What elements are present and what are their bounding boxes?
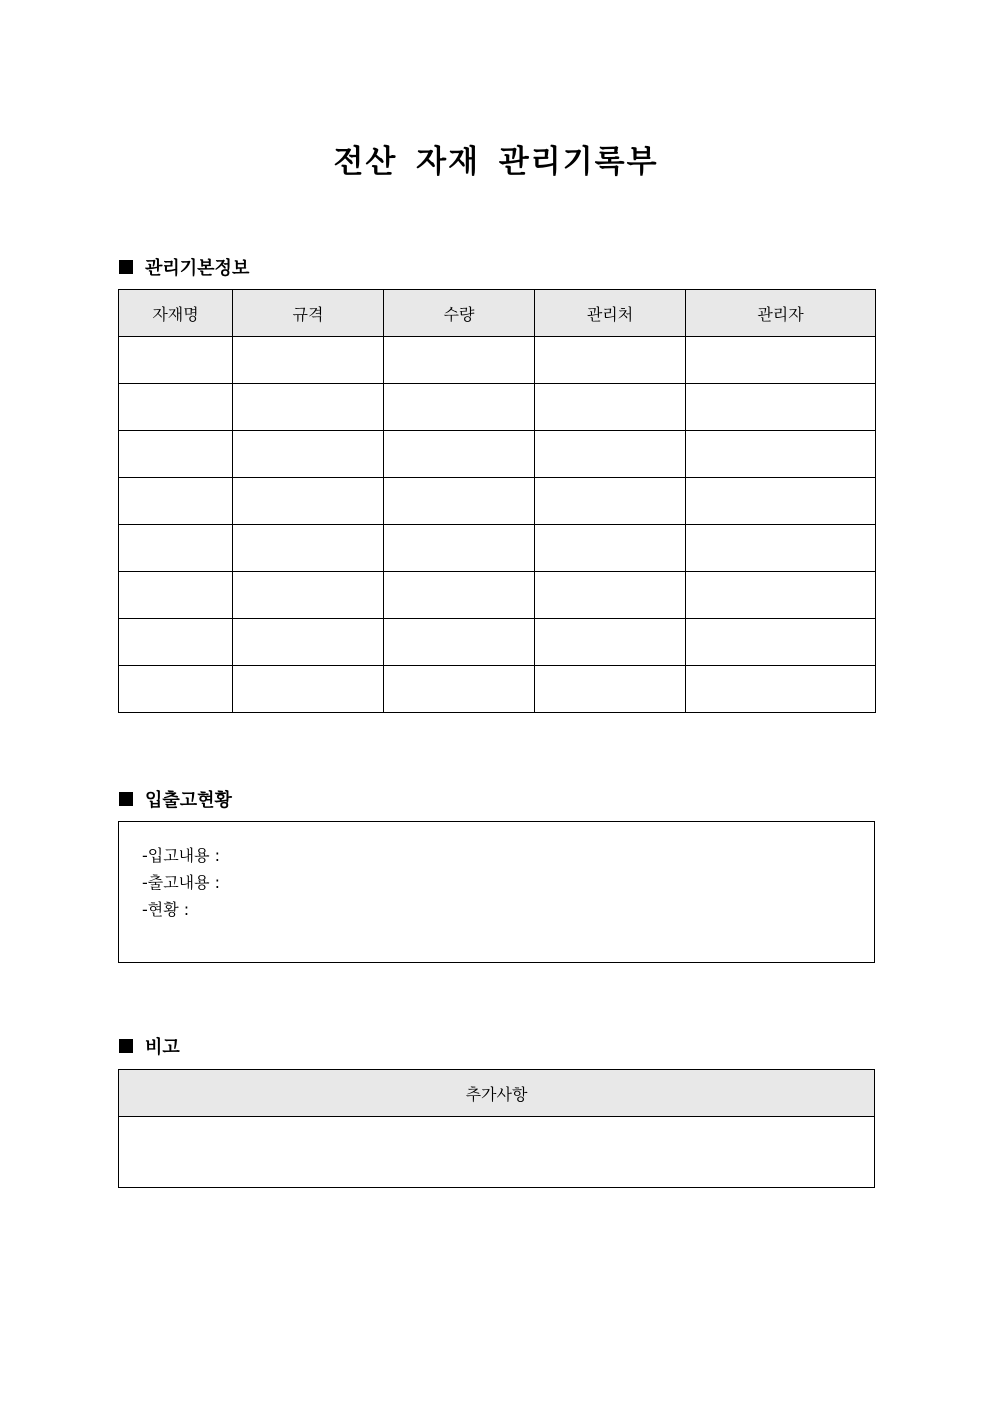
square-bullet-icon (119, 1039, 133, 1053)
table-cell[interactable] (535, 525, 686, 572)
table-cell[interactable] (686, 384, 876, 431)
table-cell[interactable] (384, 619, 535, 666)
table-cell[interactable] (233, 478, 384, 525)
table-row (119, 1117, 875, 1188)
table-cell[interactable] (233, 619, 384, 666)
section-heading-label: 관리기본정보 (145, 258, 250, 279)
section-heading-remarks (119, 1033, 180, 1059)
table-cell[interactable] (535, 572, 686, 619)
table-cell[interactable] (535, 431, 686, 478)
column-header-managing-dept: 관리처 (535, 290, 686, 337)
table-cell[interactable] (384, 478, 535, 525)
table-row (119, 525, 876, 572)
table-header-row (119, 290, 876, 337)
table-cell[interactable] (686, 337, 876, 384)
table-cell[interactable] (686, 525, 876, 572)
table-cell[interactable] (233, 666, 384, 713)
stock-status-box[interactable] (118, 821, 875, 963)
square-bullet-icon (119, 792, 133, 806)
table-cell[interactable] (119, 525, 233, 572)
column-header-additional-notes: 추가사항 (119, 1070, 875, 1117)
table-cell[interactable] (233, 384, 384, 431)
table-cell[interactable] (119, 337, 233, 384)
table-cell[interactable] (233, 572, 384, 619)
table-cell[interactable] (233, 525, 384, 572)
table-cell[interactable] (535, 619, 686, 666)
basic-info-table (118, 289, 876, 713)
stock-out-line: -출고내용 : (142, 873, 221, 892)
table-cell[interactable] (384, 384, 535, 431)
table-cell[interactable] (119, 431, 233, 478)
table-cell[interactable] (119, 572, 233, 619)
column-header-spec: 규격 (233, 290, 384, 337)
document-title: 전산 자재 관리기록부 (333, 144, 659, 180)
table-cell[interactable] (686, 666, 876, 713)
column-header-manager: 관리자 (686, 290, 876, 337)
table-cell[interactable] (119, 478, 233, 525)
table-cell[interactable] (119, 384, 233, 431)
table-row (119, 666, 876, 713)
table-cell[interactable] (233, 431, 384, 478)
section-heading-stock-status (119, 786, 232, 812)
table-cell[interactable] (535, 384, 686, 431)
table-cell[interactable] (686, 619, 876, 666)
table-row (119, 384, 876, 431)
table-row (119, 478, 876, 525)
table-cell[interactable] (686, 478, 876, 525)
stock-in-line: -입고내용 : (142, 846, 221, 865)
table-cell[interactable] (686, 572, 876, 619)
remarks-table (118, 1069, 875, 1188)
current-status-line: -현황 : (142, 900, 190, 919)
table-cell[interactable] (384, 525, 535, 572)
section-heading-label: 비고 (145, 1037, 180, 1058)
section-heading-label: 입출고현황 (145, 790, 232, 811)
table-row (119, 431, 876, 478)
table-cell[interactable] (119, 619, 233, 666)
table-cell[interactable] (384, 666, 535, 713)
table-cell[interactable] (686, 431, 876, 478)
table-row (119, 337, 876, 384)
table-cell[interactable] (535, 337, 686, 384)
table-row (119, 619, 876, 666)
remarks-cell[interactable] (119, 1117, 875, 1188)
square-bullet-icon (119, 260, 133, 274)
table-cell[interactable] (384, 431, 535, 478)
table-header-row (119, 1070, 875, 1117)
table-cell[interactable] (384, 572, 535, 619)
section-heading-basic-info (119, 254, 249, 280)
column-header-quantity: 수량 (384, 290, 535, 337)
table-cell[interactable] (535, 478, 686, 525)
table-cell[interactable] (384, 337, 535, 384)
column-header-material-name: 자재명 (119, 290, 233, 337)
table-cell[interactable] (535, 666, 686, 713)
table-cell[interactable] (233, 337, 384, 384)
table-row (119, 572, 876, 619)
table-cell[interactable] (119, 666, 233, 713)
